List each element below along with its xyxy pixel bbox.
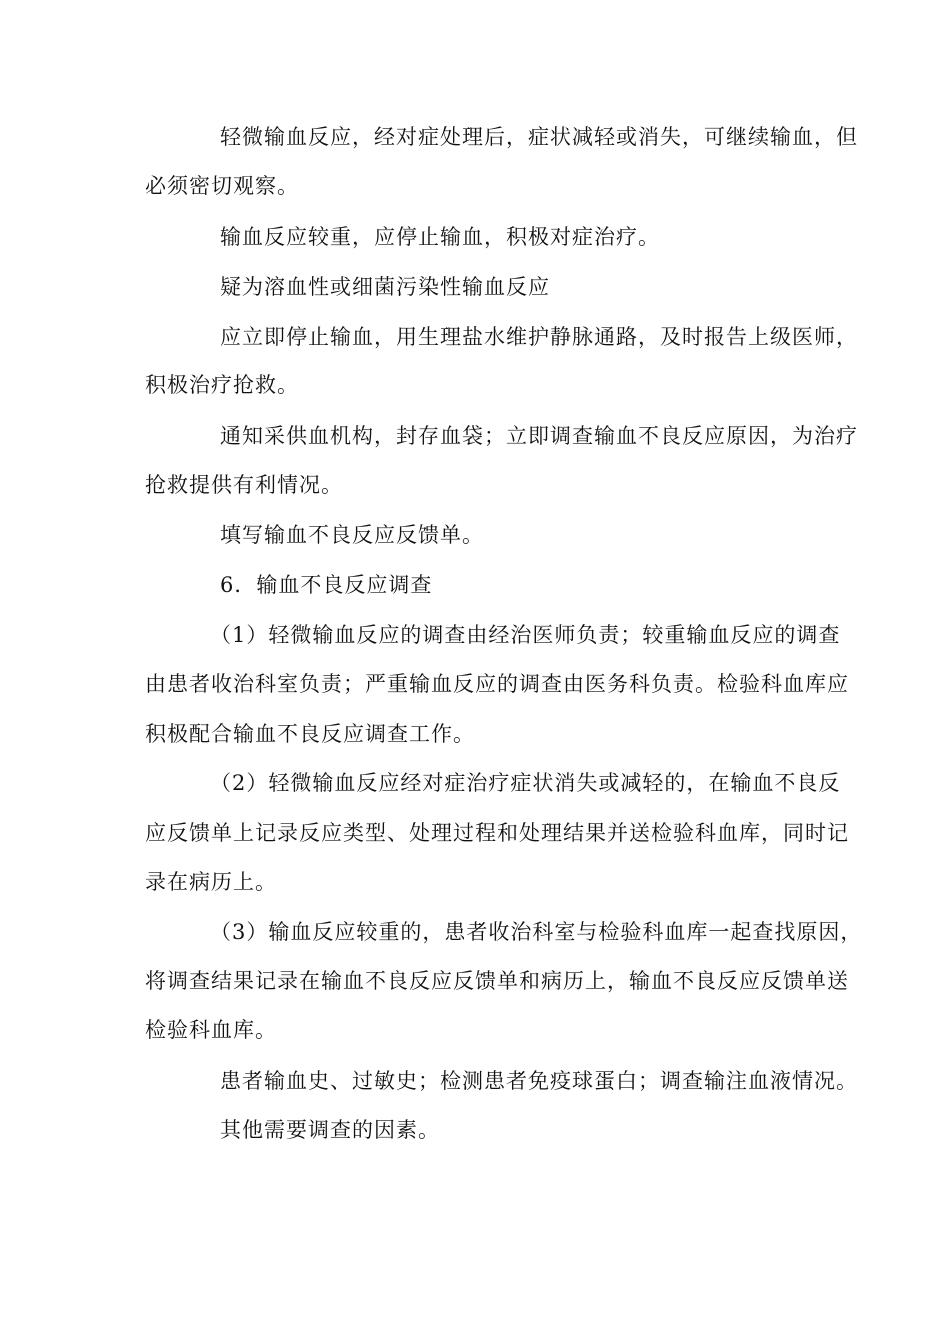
paragraph-line: 应立即停止输血，用生理盐水维护静脉通路，及时报告上级医师，	[220, 325, 858, 349]
paragraph-line: 填写输血不良反应反馈单。	[220, 523, 484, 547]
paragraph-line: 积极配合输血不良反应调查工作。	[145, 722, 475, 746]
paragraph-line: 录在病历上。	[145, 870, 277, 894]
paragraph-line: 积极治疗抢救。	[145, 373, 299, 397]
paragraph-line: （2）轻微输血反应经对症治疗症状消失或减轻的，在输血不良反	[210, 771, 841, 795]
paragraph-line: 其他需要调查的因素。	[220, 1118, 440, 1142]
paragraph-line: 抢救提供有利情况。	[145, 473, 343, 497]
paragraph-line: 检验科血库。	[145, 1018, 277, 1042]
paragraph-line: 由患者收治科室负责；严重输血反应的调查由医务科负责。检验科血库应	[145, 672, 849, 696]
paragraph-line: 患者输血史、过敏史；检测患者免疫球蛋白；调查输注血液情况。	[220, 1069, 858, 1093]
paragraph-line: （1）轻微输血反应的调查由经治医师负责；较重输血反应的调查	[210, 623, 841, 647]
paragraph-line: 应反馈单上记录反应类型、处理过程和处理结果并送检验科血库，同时记	[145, 821, 849, 845]
paragraph-line: 通知采供血机构，封存血袋；立即调查输血不良反应原因，为治疗	[220, 424, 858, 448]
paragraph-line: 必须密切观察。	[145, 174, 299, 198]
paragraph-line: （3）输血反应较重的，患者收治科室与检验科血库一起查找原因，	[210, 920, 863, 944]
paragraph-line: 输血反应较重，应停止输血，积极对症治疗。	[220, 225, 660, 249]
paragraph-line: 轻微输血反应，经对症处理后，症状减轻或消失，可继续输血，但	[220, 125, 858, 149]
paragraph-line: 将调查结果记录在输血不良反应反馈单和病历上，输血不良反应反馈单送	[145, 969, 849, 993]
section-heading: 6．输血不良反应调查	[220, 573, 433, 597]
paragraph-line: 疑为溶血性或细菌污染性输血反应	[220, 275, 550, 299]
